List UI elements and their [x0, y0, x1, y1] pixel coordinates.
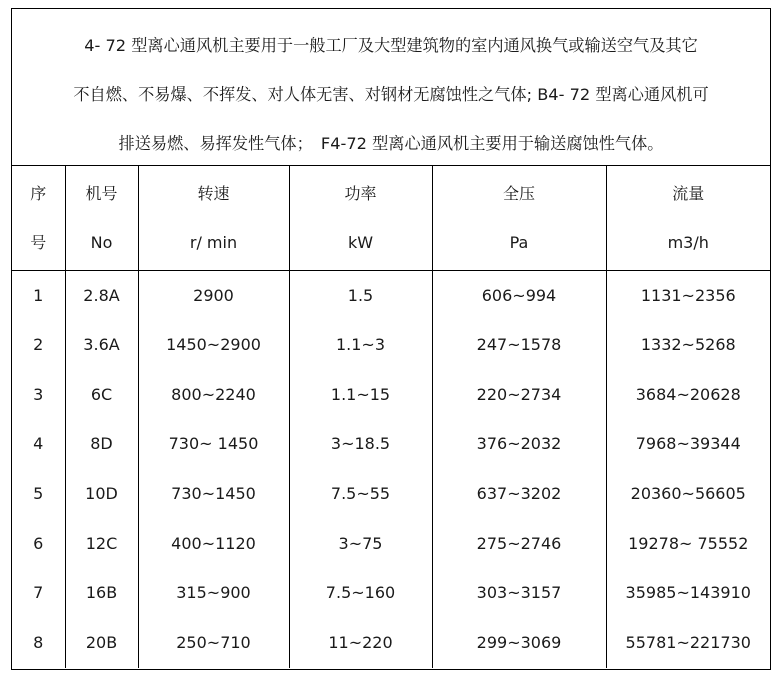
- cell-speed: 730~1450: [138, 469, 289, 519]
- cell-power: 7.5~55: [289, 469, 432, 519]
- cell-total-pressure: 220~2734: [432, 369, 606, 419]
- cell-flow: 1131~2356: [640, 285, 736, 305]
- cell-index: 8: [12, 618, 65, 668]
- cell-power: 1.5: [289, 270, 432, 320]
- cell-index: 7: [12, 568, 65, 618]
- header-flow: 流量 m3/h: [667, 183, 709, 252]
- cell-speed: 315~900: [138, 568, 289, 618]
- table-row: [12, 518, 770, 568]
- header-power: 功率 kW: [289, 166, 432, 270]
- intro-line-3: 排送易燃、易挥发性气体； F4-72 型离心通风机主要用于输送腐蚀性气体。: [118, 134, 664, 153]
- cell-flow: 19278~ 75552: [628, 533, 749, 553]
- cell-power: 1.1~3: [289, 320, 432, 370]
- cell-index: 6: [12, 518, 65, 568]
- header-total-pressure: 全压 Pa: [432, 166, 606, 270]
- cell-power: 7.5~160: [289, 568, 432, 618]
- table-row: [12, 369, 770, 419]
- cell-speed: 800~2240: [138, 369, 289, 419]
- cell-model-no: 3.6A: [65, 320, 138, 370]
- table-body: [12, 270, 770, 668]
- cell-model-no: 16B: [65, 568, 138, 618]
- cell-speed: 400~1120: [138, 518, 289, 568]
- table-row: [12, 419, 770, 469]
- cell-flow: 1332~5268: [640, 335, 736, 355]
- cell-model-no: 10D: [65, 469, 138, 519]
- cell-flow: 20360~56605: [630, 484, 746, 504]
- cell-power: 1.1~15: [289, 369, 432, 419]
- cell-flow: 7968~39344: [635, 434, 741, 454]
- cell-total-pressure: 303~3157: [432, 568, 606, 618]
- cell-total-pressure: 637~3202: [432, 469, 606, 519]
- cell-flow: 3684~20628: [635, 384, 741, 404]
- table-row: [12, 469, 770, 519]
- table-row: [12, 320, 770, 370]
- table-header-row: [12, 166, 770, 270]
- cell-power: 3~18.5: [289, 419, 432, 469]
- cell-speed: 250~710: [138, 618, 289, 668]
- cell-total-pressure: 299~3069: [432, 618, 606, 668]
- header-model-no: 机号 No: [65, 166, 138, 270]
- cell-model-no: 8D: [65, 419, 138, 469]
- intro-line-1: 4- 72 型离心通风机主要用于一般工厂及大型建筑物的室内通风换气或输送空气及其它: [84, 36, 698, 55]
- cell-power: 3~75: [289, 518, 432, 568]
- cell-model-no: 2.8A: [65, 270, 138, 320]
- table-row: [12, 270, 770, 320]
- cell-model-no: 20B: [65, 618, 138, 668]
- fan-spec-table: [12, 166, 770, 668]
- table-row: [12, 618, 770, 668]
- cell-speed: 1450~2900: [138, 320, 289, 370]
- cell-index: 4: [12, 419, 65, 469]
- intro-paragraph: [12, 9, 770, 166]
- cell-speed: 730~ 1450: [138, 419, 289, 469]
- cell-model-no: 6C: [65, 369, 138, 419]
- cell-total-pressure: 376~2032: [432, 419, 606, 469]
- cell-speed: 2900: [138, 270, 289, 320]
- cell-power: 11~220: [289, 618, 432, 668]
- cell-index: 3: [12, 369, 65, 419]
- cell-flow: 55781~221730: [625, 633, 751, 653]
- cell-index: 2: [12, 320, 65, 370]
- header-speed: 转速 r/ min: [138, 166, 289, 270]
- intro-line-2: 不自燃、不易爆、不挥发、对人体无害、对钢材无腐蚀性之气体; B4- 72 型离心通风机可: [73, 85, 709, 104]
- cell-flow: 35985~143910: [625, 583, 751, 603]
- cell-total-pressure: 275~2746: [432, 518, 606, 568]
- cell-model-no: 12C: [65, 518, 138, 568]
- spec-document: [11, 8, 771, 670]
- cell-index: 1: [12, 270, 65, 320]
- cell-index: 5: [12, 469, 65, 519]
- header-index: 序 号: [12, 166, 65, 270]
- cell-total-pressure: 247~1578: [432, 320, 606, 370]
- table-row: [12, 568, 770, 618]
- cell-total-pressure: 606~994: [432, 270, 606, 320]
